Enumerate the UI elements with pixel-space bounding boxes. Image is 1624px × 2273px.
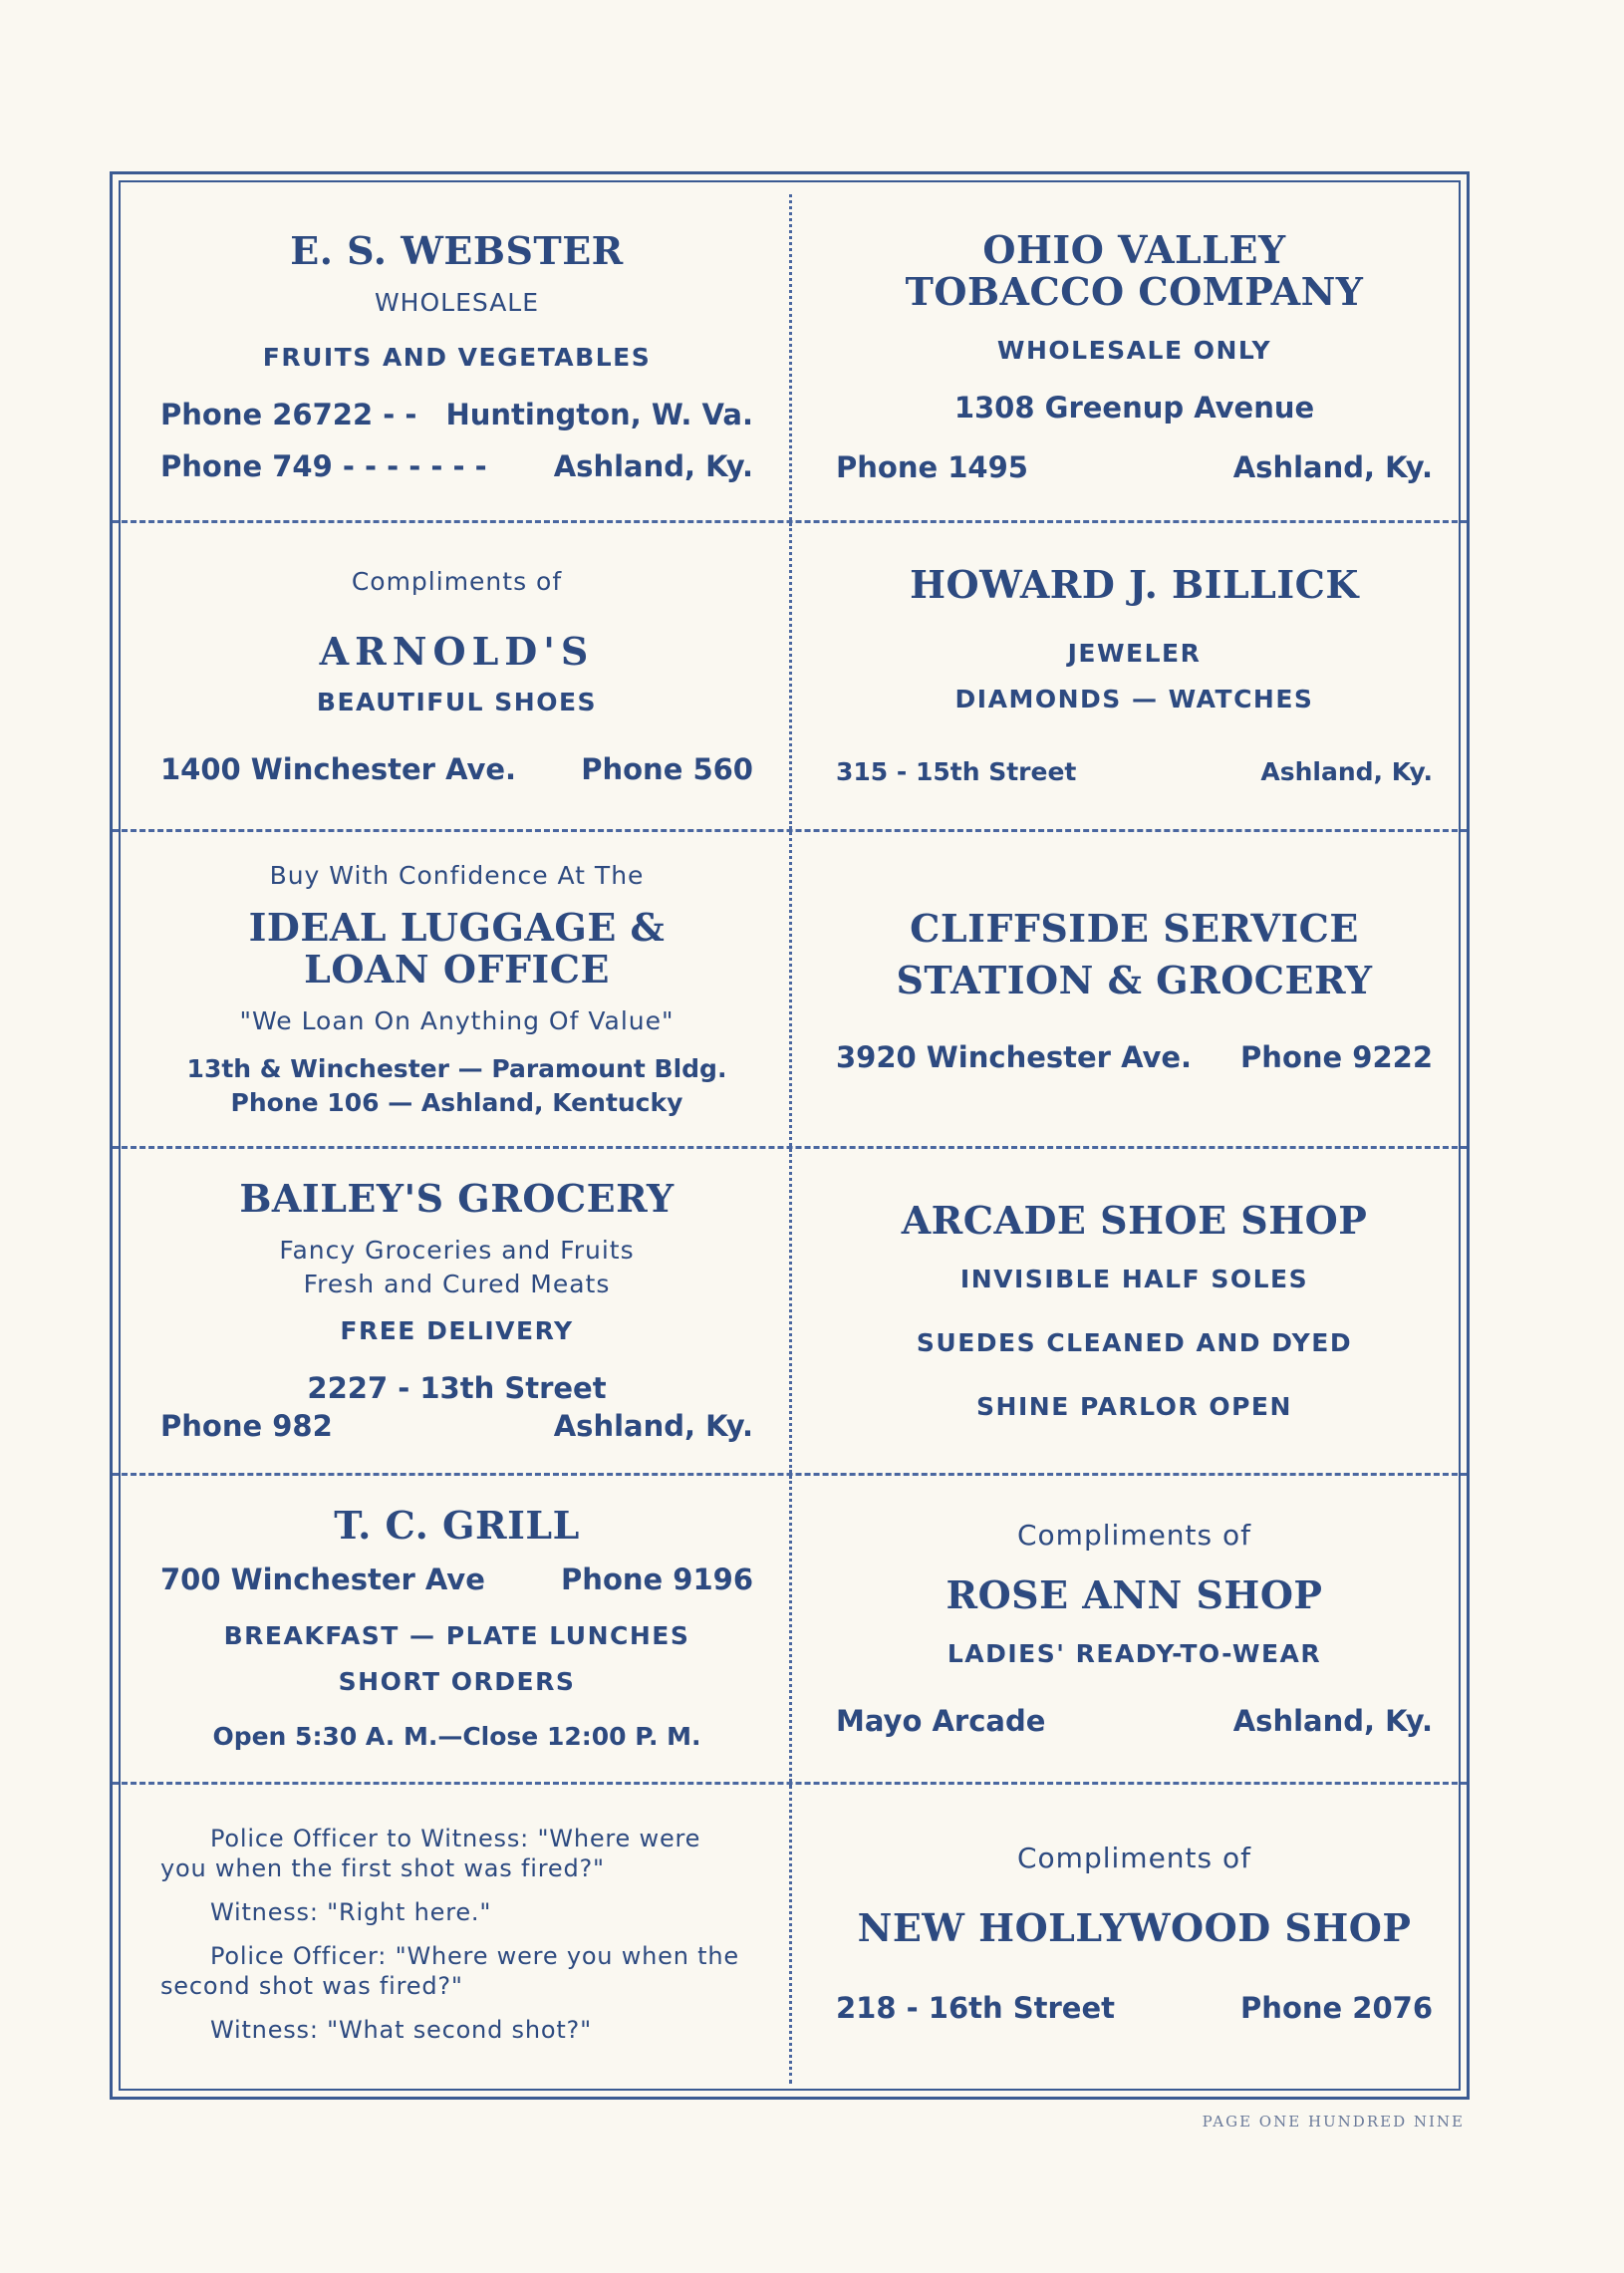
ad-contact-row [160,396,753,433]
ad-intro: Buy With Confidence At The [269,860,645,890]
ad-line: FREE DELIVERY [340,1315,574,1345]
ad-address-text: 1308 Greenup Avenue [953,390,1315,425]
ad-tc-grill [113,1476,792,1782]
ad-line: LADIES' READY-TO-WEAR [947,1638,1322,1668]
ad-line: INVISIBLE HALF SOLES [959,1264,1309,1293]
ad-title: T. C. GRILL [334,1502,580,1548]
ad-address: 218 - 16th Street [836,1991,1115,2025]
ad-line: DIAMONDS — WATCHES [954,684,1314,713]
ad-row-5 [113,1476,1467,1785]
ad-phone: Phone 749 - - - - - - - [160,448,487,483]
ad-city: Ashland, Ky. [553,1408,753,1443]
ad-line: BREAKFAST — PLATE LUNCHES [223,1620,690,1650]
ad-hours [160,1720,753,1754]
ad-city: Ashland, Ky. [1260,756,1433,786]
ad-line: WHOLESALE ONLY [996,335,1272,365]
ad-phone: Phone 982 [160,1408,333,1443]
joke-text [160,1824,753,2045]
ad-address: 3920 Winchester Ave. [836,1039,1193,1074]
ad-address: Mayo Arcade [836,1703,1046,1738]
ad-title: HOWARD J. BILLICK [910,561,1359,607]
ad-line: JEWELER [1067,638,1202,668]
joke-paragraph: Police Officer: "Where were you when the second shot was fired?" [160,1942,739,2000]
ad-address-text: 2227 - 13th Street [307,1370,607,1405]
ad-baileys [113,1149,792,1473]
ad-contact-row [160,1561,753,1598]
ad-line: Fancy Groceries and Fruits [279,1235,635,1265]
ad-intro: Compliments of [1017,1842,1251,1874]
ad-title: IDEAL LUGGAGE & LOAN OFFICE [248,904,666,992]
ad-row-4 [113,1149,1467,1476]
ad-address [160,1086,753,1120]
ad-cliffside [792,832,1473,1146]
ad-address [160,1052,753,1086]
ad-phone: Phone 560 [581,751,753,786]
ad-address: 1400 Winchester Ave. [160,751,517,786]
ad-address: 315 - 15th Street [836,756,1077,786]
ad-title: NEW HOLLYWOOD SHOP [857,1905,1412,1950]
ad-phone: Phone 9222 [1240,1039,1433,1074]
ad-ohio-valley [792,194,1473,520]
ad-title: ARCADE SHOE SHOP [901,1197,1368,1243]
ad-city: Ashland, Ky. [1232,449,1433,484]
ad-rose-ann [792,1476,1473,1782]
ad-address [160,1369,753,1407]
ad-phone: Phone 26722 - - [160,397,417,431]
ad-contact-row [160,1407,753,1445]
ad-title: BAILEY'S GROCERY [239,1175,675,1221]
joke-paragraph: Witness: "Right here." [210,1898,492,1926]
ad-title: OHIO VALLEY TOBACCO COMPANY [905,226,1364,314]
ad-line: SHORT ORDERS [338,1666,576,1696]
ad-intro: Compliments of [351,566,563,596]
ad-phone: Phone 2076 [1240,1991,1433,2025]
ad-intro: Compliments of [1017,1518,1251,1552]
ad-row-1 [113,194,1467,523]
ad-contact-row [836,1702,1433,1740]
ad-row-2 [113,523,1467,832]
ad-line: SHINE PARLOR OPEN [976,1391,1292,1421]
joke-paragraph: Witness: "What second shot?" [210,2016,592,2044]
ad-contact-row [160,447,753,485]
ad-contact-row [160,750,753,788]
ad-city: Ashland, Ky. [1232,1703,1433,1738]
ad-title: ARNOLD'S [319,628,595,674]
ad-row-6 [113,1785,1467,2084]
ad-line: BEAUTIFUL SHOES [316,687,598,716]
ad-billick [792,523,1473,829]
ad-city: Huntington, W. Va. [445,397,753,431]
ad-line: Fresh and Cured Meats [303,1269,611,1298]
ad-title: CLIFFSIDE SERVICE STATION & GROCERY [896,905,1373,1002]
ad-line: FRUITS AND VEGETABLES [262,342,652,372]
ad-phone: Phone 9196 [561,1562,753,1596]
page-number: PAGE ONE HUNDRED NINE [1202,2113,1465,2131]
ad-address [836,389,1433,426]
ad-address-text: 13th & Winchester — Paramount Bldg. [186,1053,727,1083]
ad-webster [113,194,792,520]
ad-arcade [792,1149,1473,1473]
ad-address-text: Phone 106 — Ashland, Kentucky [230,1087,683,1117]
ad-page-frame [110,171,1470,2100]
ad-phone: Phone 1495 [836,449,1028,484]
ad-slogan: "We Loan On Anything Of Value" [239,1005,675,1035]
ad-title: ROSE ANN SHOP [946,1571,1323,1617]
ad-contact-row [836,448,1433,486]
ad-title: E. S. WEBSTER [290,227,624,273]
ad-contact-row [836,1038,1433,1076]
ad-row-3 [113,832,1467,1149]
ad-new-hollywood [792,1785,1473,2084]
ad-ideal-luggage [113,832,792,1146]
ad-contact-row [836,755,1433,789]
ad-address: 700 Winchester Ave [160,1562,485,1596]
joke-paragraph: Police Officer to Witness: "Where were you when the first shot was fired?" [160,1825,701,1882]
ad-hours-text: Open 5:30 A. M.—Close 12:00 P. M. [212,1721,701,1751]
ad-line: WHOLESALE [374,287,540,317]
ad-city: Ashland, Ky. [553,448,753,483]
ad-contact-row [836,1989,1433,2027]
ad-line: SUEDES CLEANED AND DYED [916,1327,1353,1357]
ad-arnolds [113,523,792,829]
joke-police-witness [113,1785,792,2084]
